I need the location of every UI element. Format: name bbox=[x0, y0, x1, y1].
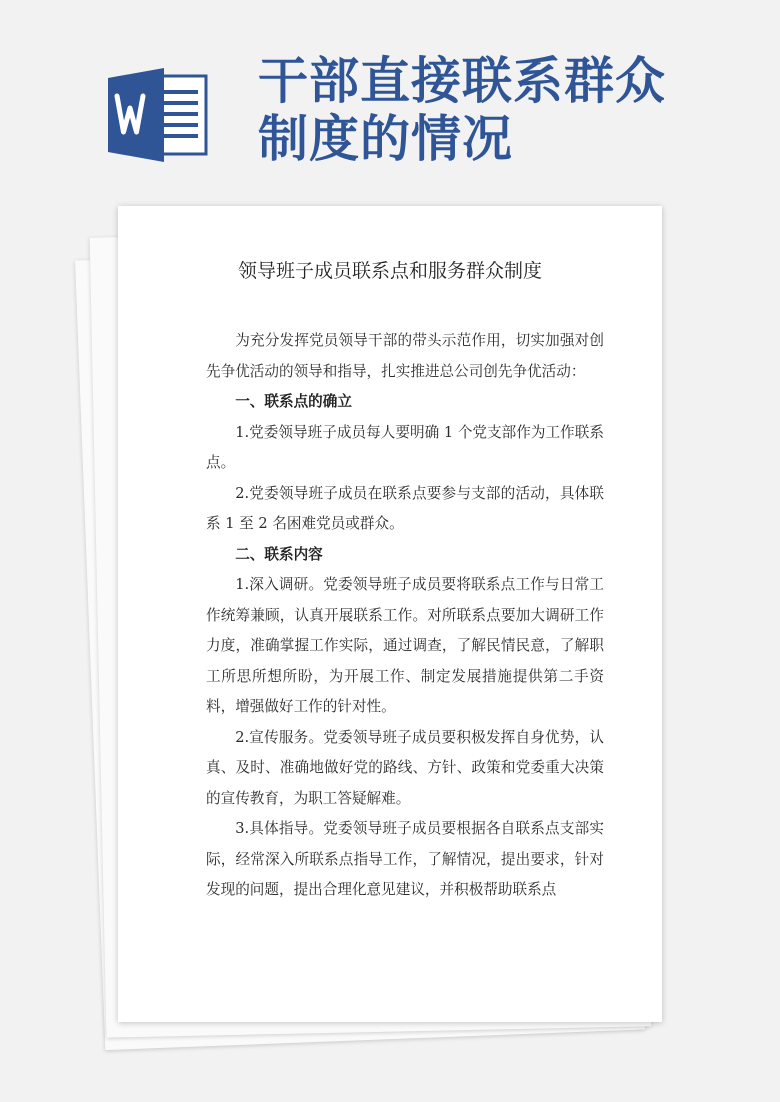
section-heading-2: 二、联系内容 bbox=[235, 545, 323, 563]
section-heading-1: 一、联系点的确立 bbox=[235, 393, 352, 410]
hero-title-line1: 干部直接联系群众 bbox=[258, 52, 666, 110]
document-title: 领导班子成员联系点和服务群众制度 bbox=[237, 260, 542, 282]
section2-item-1: 1.深入调研。党委领导班子成员要将联系点工作与日常工作统筹兼顾，认真开展联系工作。对所联系点要加大调研工作力度，准确掌握工作实际，通过调查，了解民情民意，了解职工所思所想所盼，为开展工作、制定发展措施提供第二手资料，增强做好工作的针对性。 bbox=[206, 576, 604, 715]
hero-title-line2: 制度的情况 bbox=[258, 110, 513, 168]
section1-item-1: 1.党委领导班子成员每人要明确 1 个党支部作为工作联系点。 bbox=[206, 423, 604, 471]
word-doc-icon bbox=[108, 68, 208, 162]
document-body bbox=[206, 326, 604, 906]
hero-title bbox=[258, 52, 758, 168]
section1-item-2: 2.党委领导班子成员在联系点要参与支部的活动，具体联系 1 至 2 名困难党员或群众。 bbox=[206, 484, 604, 532]
section2-item-2: 2.宣传服务。党委领导班子成员要积极发挥自身优势，认真、及时、准确地做好党的路线、方针、政策和党委重大决策的宣传教育，为职工答疑解难。 bbox=[206, 728, 604, 807]
document-page bbox=[118, 206, 662, 1022]
section2-item-3: 3.具体指导。党委领导班子成员要根据各自联系点支部实际，经常深入所联系点指导工作，了解情况，提出要求，针对发现的问题，提出合理化意见建议，并积极帮助联系点 bbox=[206, 820, 604, 898]
intro-paragraph: 为充分发挥党员领导干部的带头示范作用，切实加强对创先争优活动的领导和指导，扎实推进总公司创先争优活动： bbox=[206, 332, 604, 380]
